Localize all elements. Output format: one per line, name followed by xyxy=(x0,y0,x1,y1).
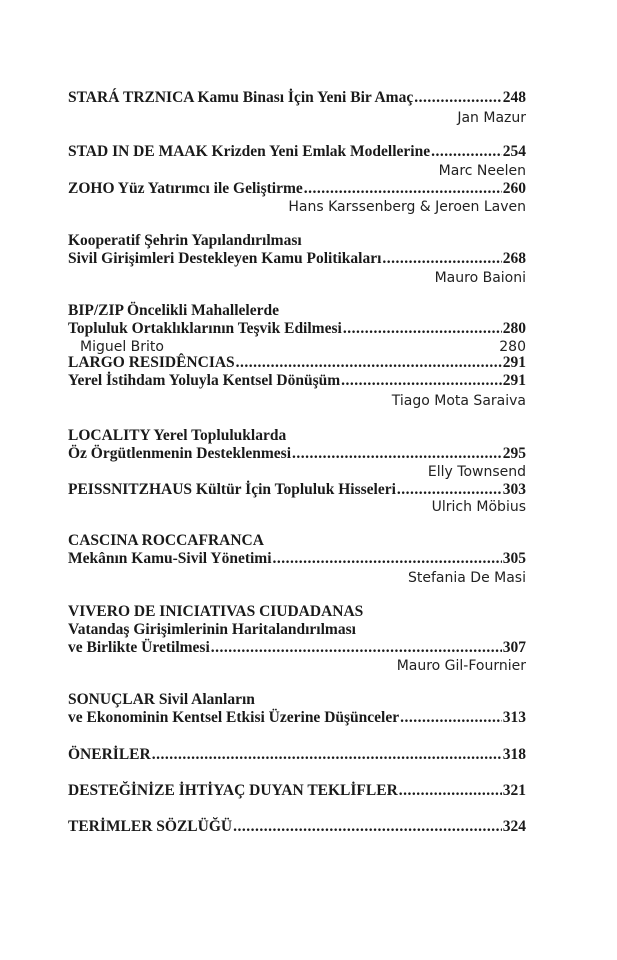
page-number: 280 xyxy=(502,320,526,337)
toc-entry-title-text: STARÁ TRZNICA Kamu Binası İçin Yeni Bir Amaç xyxy=(68,89,414,106)
page-number: 324 xyxy=(502,818,526,835)
dot-leader xyxy=(414,88,502,108)
toc-entry-title-text: Mekânın Kamu-Sivil Yönetimi xyxy=(68,550,272,567)
toc-entry[interactable] xyxy=(68,745,526,765)
toc-author: Mauro Baioni xyxy=(434,270,526,286)
toc-author: Stefania De Masi xyxy=(408,570,526,586)
toc-entry[interactable] xyxy=(68,708,526,728)
toc-entry-title-text: PEISSNITZHAUS Kültür İçin Topluluk Hisseleri xyxy=(68,481,396,498)
dot-leader xyxy=(152,745,502,765)
toc-author: Hans Karssenberg & Jeroen Laven xyxy=(288,199,526,215)
toc-author: Ulrich Möbius xyxy=(431,499,526,515)
dot-leader xyxy=(343,319,502,339)
toc-entry-title xyxy=(68,426,526,446)
toc-entry-title xyxy=(68,620,526,640)
toc-entry[interactable] xyxy=(68,444,526,464)
toc-entry-title-text: Yerel İstihdam Yoluyla Kentsel Dönüşüm xyxy=(68,372,341,389)
page-number: 254 xyxy=(502,143,526,160)
toc-entry-title-text: Topluluk Ortaklıklarının Teşvik Edilmesi xyxy=(68,320,342,337)
toc-entry-title-text: ÖNERİLER xyxy=(68,746,151,763)
toc-entry[interactable] xyxy=(68,319,526,339)
toc-entry[interactable] xyxy=(68,353,526,373)
toc-entry[interactable] xyxy=(68,371,526,391)
toc-entry-title xyxy=(68,231,526,251)
toc-entry-title-text: Öz Örgütlenmenin Desteklenmesi xyxy=(68,445,292,462)
dot-leader xyxy=(304,179,502,199)
page-number: 291 xyxy=(502,372,526,389)
page-number: 291 xyxy=(502,354,526,371)
page-number: 248 xyxy=(502,89,526,106)
dot-leader xyxy=(400,708,502,728)
page-number: 321 xyxy=(502,782,526,799)
dot-leader xyxy=(431,142,502,162)
toc-entry[interactable] xyxy=(68,549,526,569)
toc-author: Elly Townsend xyxy=(427,464,526,480)
toc-entry[interactable] xyxy=(68,817,526,837)
dot-leader xyxy=(233,817,502,837)
toc-entry[interactable] xyxy=(68,638,526,658)
toc-author: Tiago Mota Saraiva xyxy=(391,393,526,409)
toc-entry-title xyxy=(68,602,526,622)
page-number: 305 xyxy=(502,550,526,567)
toc-entry-title xyxy=(68,690,526,710)
page-number: 260 xyxy=(502,180,526,197)
toc-author: Marc Neelen xyxy=(438,163,526,179)
toc-entry[interactable] xyxy=(68,88,526,108)
toc-entry-title-text: ve Birlikte Üretilmesi xyxy=(68,639,210,656)
toc-entry-title-text: Vatandaş Girişimlerinin Haritalandırılması xyxy=(68,621,356,638)
toc-entry-title-text: SONUÇLAR Sivil Alanların xyxy=(68,691,255,708)
toc-entry-title xyxy=(68,301,526,321)
page-number: 313 xyxy=(502,709,526,726)
toc-entry-title-text: STAD IN DE MAAK Krizden Yeni Emlak Modellerine xyxy=(68,143,431,160)
toc-entry-title-text: ve Ekonominin Kentsel Etkisi Üzerine Düşünceler xyxy=(68,709,400,726)
page-number: 318 xyxy=(502,746,526,763)
dot-leader xyxy=(211,638,502,658)
toc-entry-title-text: DESTEĞİNİZE İHTİYAÇ DUYAN TEKLİFLER xyxy=(68,782,398,799)
toc-entry[interactable] xyxy=(68,142,526,162)
toc-entry-title-text: Sivil Girişimleri Destekleyen Kamu Politikaları xyxy=(68,250,382,267)
toc-entry-title-text: BIP/ZIP Öncelikli Mahallelerde xyxy=(68,302,279,319)
page-number: 295 xyxy=(502,445,526,462)
dot-leader xyxy=(341,371,502,391)
toc-entry-title-text: ZOHO Yüz Yatırımcı ile Geliştirme xyxy=(68,180,303,197)
toc-author: Mauro Gil-Fournier xyxy=(396,658,526,674)
toc-entry-title xyxy=(68,531,526,551)
toc-entry[interactable] xyxy=(68,179,526,199)
toc-entry-title-text: VIVERO DE INICIATIVAS CIUDADANAS xyxy=(68,603,364,620)
toc-author: Jan Mazur xyxy=(457,110,526,126)
page-number: 303 xyxy=(502,481,526,498)
toc-entry-title-text: Kooperatif Şehrin Yapılandırılması xyxy=(68,232,302,249)
toc-entry-title-text: LARGO RESIDÊNCIAS xyxy=(68,354,235,371)
page-number: 280 xyxy=(499,339,526,355)
toc-entry-title-text: TERİMLER SÖZLÜĞÜ xyxy=(68,818,233,835)
toc-entry[interactable] xyxy=(68,781,526,801)
toc-entry-title-text: LOCALITY Yerel Topluluklarda xyxy=(68,427,287,444)
page-number: 307 xyxy=(502,639,526,656)
dot-leader xyxy=(236,353,502,373)
toc-entry-title-text: CASCINA ROCCAFRANCA xyxy=(68,532,264,549)
dot-leader xyxy=(382,249,501,269)
toc-author: Miguel Brito xyxy=(80,339,164,355)
dot-leader xyxy=(273,549,502,569)
toc-entry[interactable] xyxy=(68,249,526,269)
dot-leader xyxy=(399,781,502,801)
page-number: 268 xyxy=(502,250,526,267)
dot-leader xyxy=(292,444,502,464)
